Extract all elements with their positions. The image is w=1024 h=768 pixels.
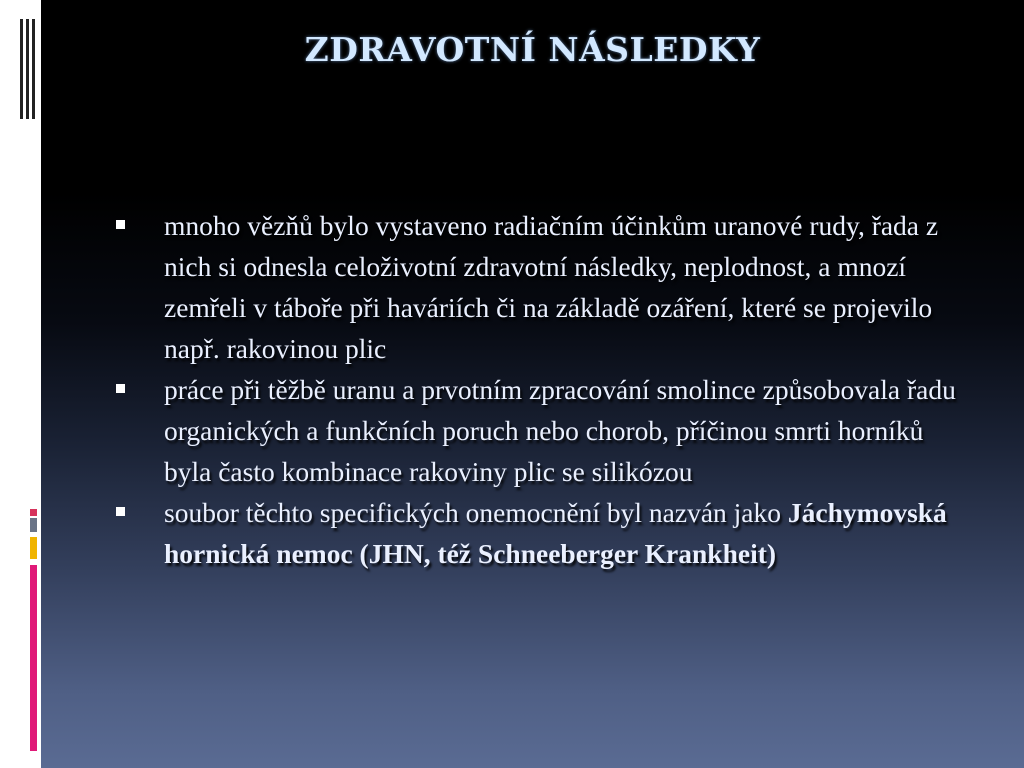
square-bullet-icon — [116, 384, 125, 393]
accent-stripe-pink — [30, 565, 37, 751]
bullet-list — [112, 205, 972, 574]
bullet-item-3 — [112, 492, 972, 574]
accent-stripe-gray — [30, 518, 37, 532]
bullet-text: soubor těchto specifických onemocnění byl nazván jako — [164, 497, 788, 528]
bullet-text: práce při těžbě uranu a prvotním zpracování smolince způsobovala řadu organických a funkčních poruch nebo chorob, příčinou smrti horníků byla často kombinace rakoviny plic se silikózou — [164, 374, 956, 487]
accent-stripe-yellow — [30, 537, 37, 559]
square-bullet-icon — [116, 220, 125, 229]
bullet-text: mnoho vězňů bylo vystaveno radiačním účinkům uranové rudy, řada z nich si odnesla celoživotní zdravotní následky, neplodnost, a mnozí zemřeli v táboře při haváriích či na základě ozáření, které se projevilo např. rakovinou plic — [164, 210, 939, 364]
square-bullet-icon — [116, 507, 125, 516]
bullet-item-2 — [112, 369, 972, 492]
bullet-item-1 — [112, 205, 972, 369]
bullet-bold-term: Jáchymovská hornická nemoc (JHN, též Schneeberger Krankheit) — [164, 497, 947, 569]
slide-title: ZDRAVOTNÍ NÁSLEDKY — [304, 30, 761, 69]
decorative-bars-icon — [20, 19, 40, 119]
accent-stripe-red — [30, 509, 37, 516]
